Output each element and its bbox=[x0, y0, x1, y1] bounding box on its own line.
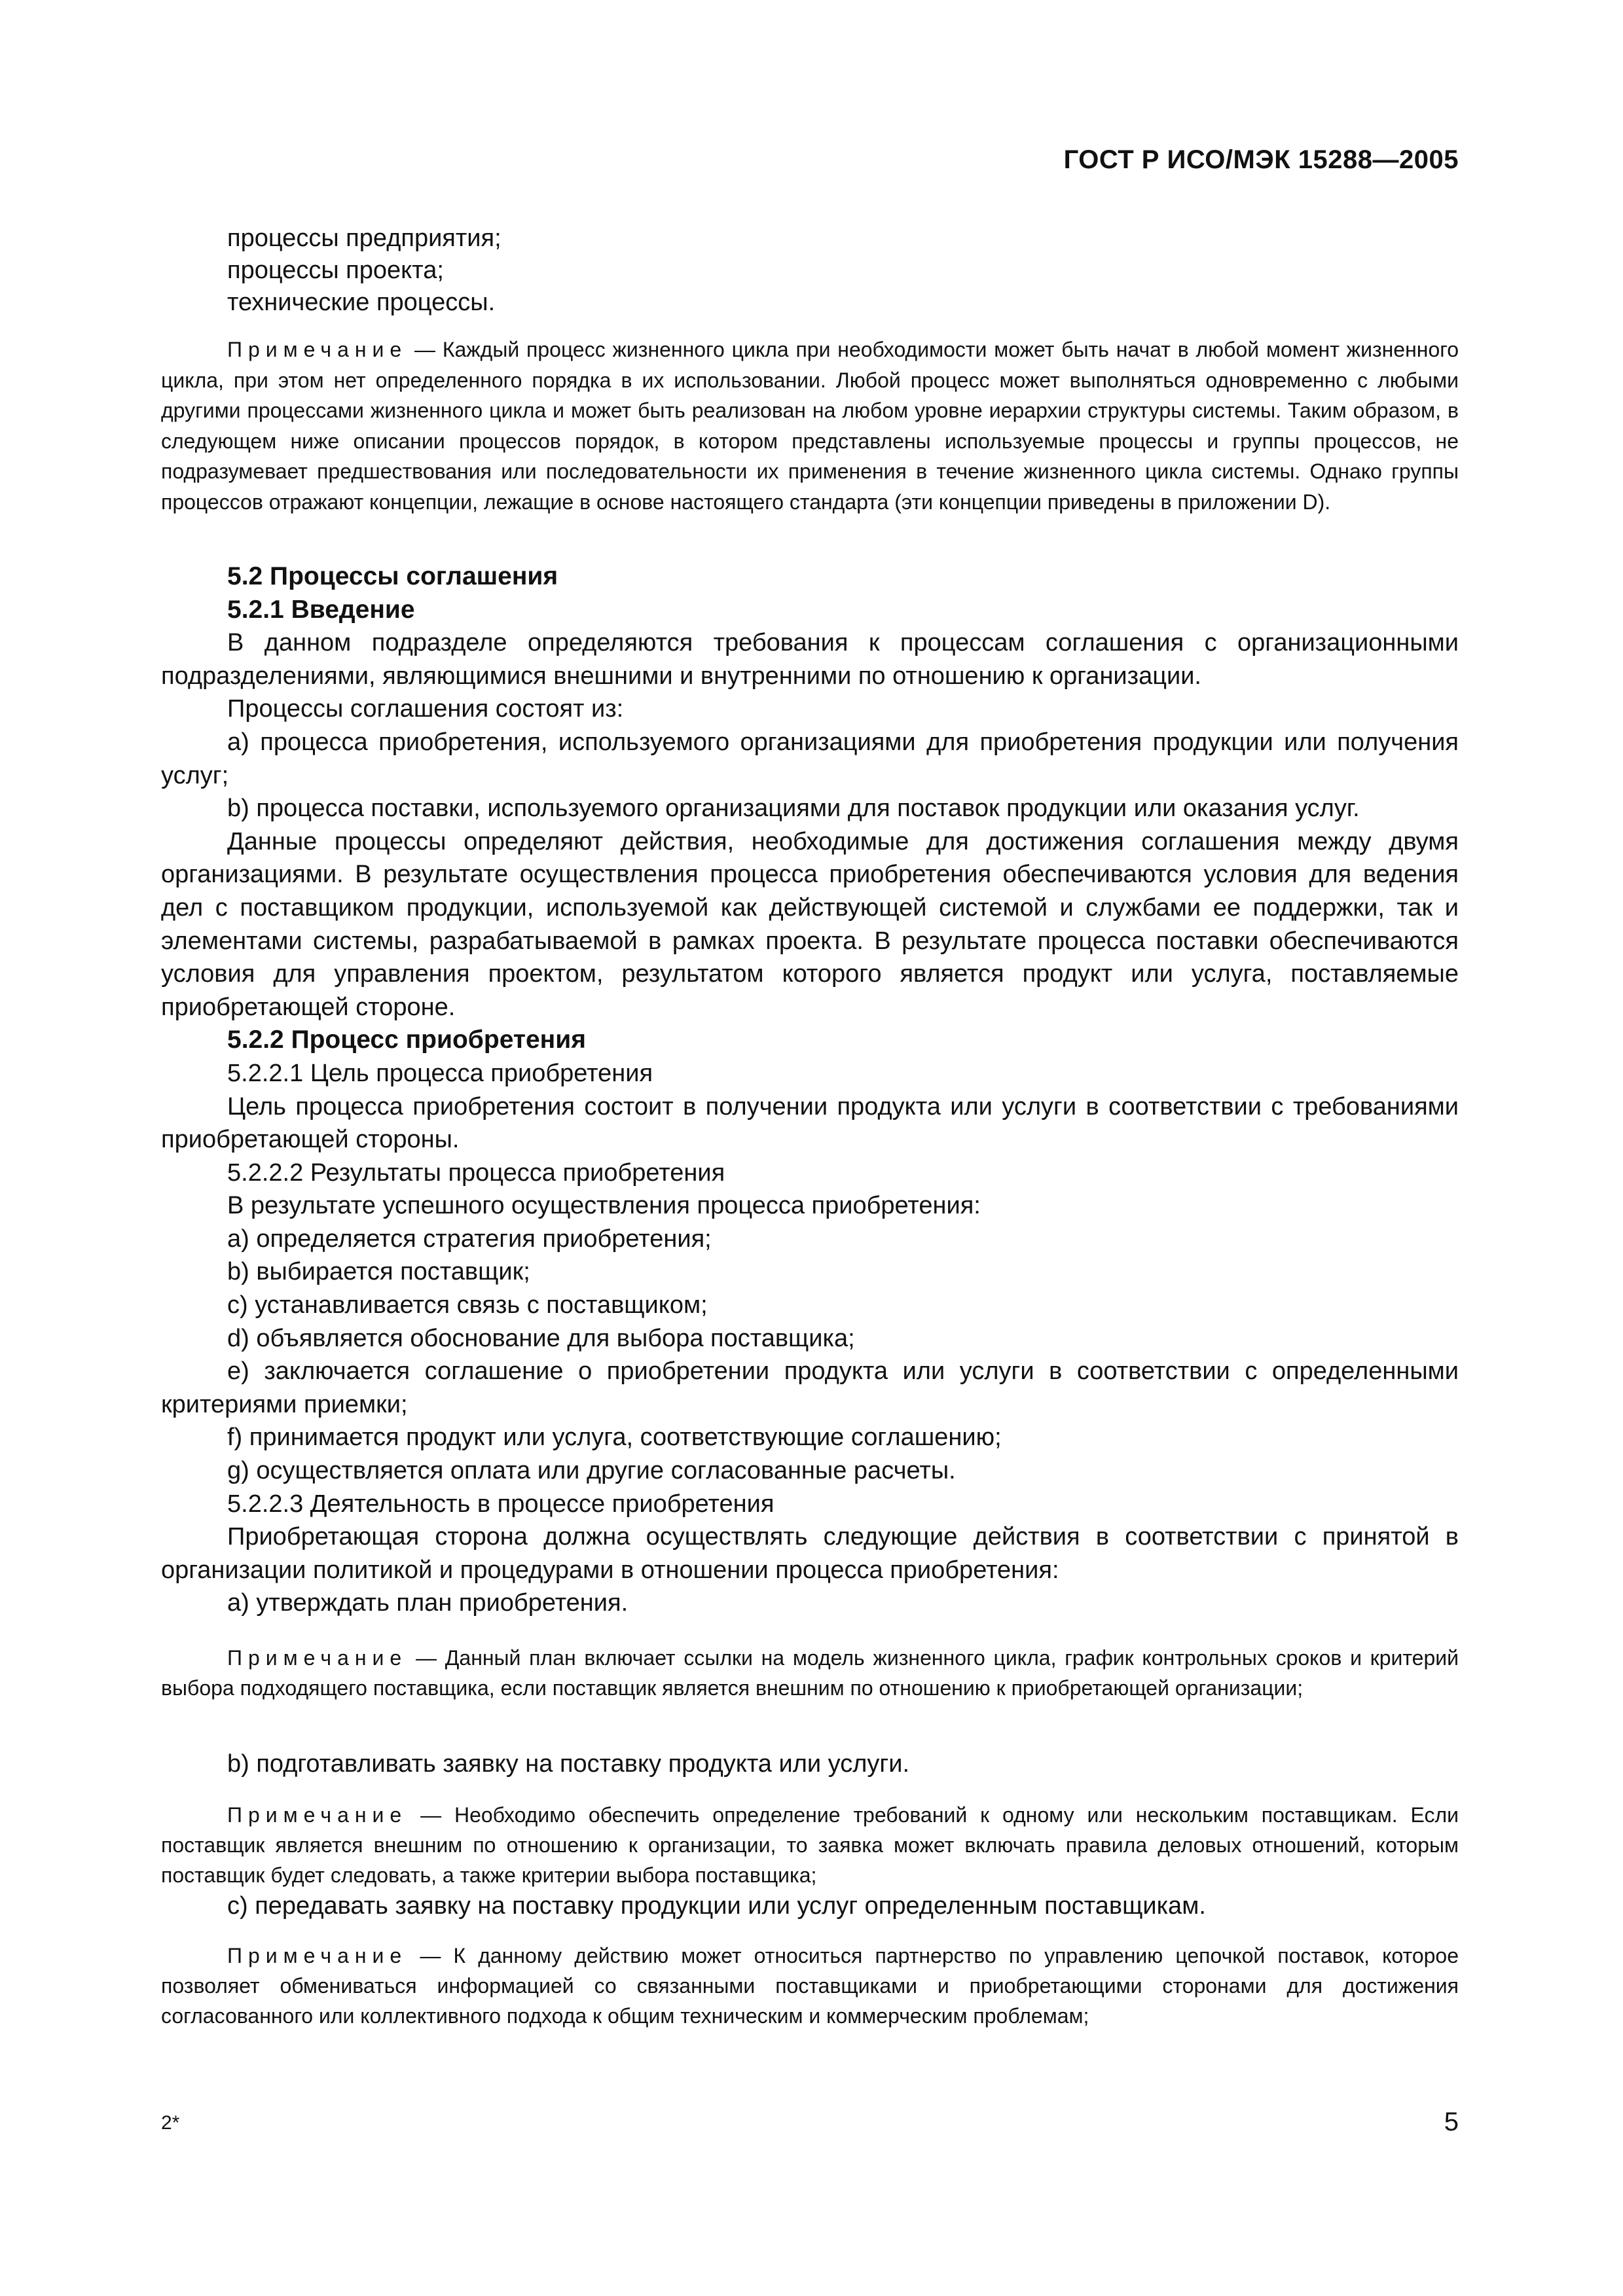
list-item: процессы предприятия; bbox=[227, 224, 501, 252]
paragraph: Цель процесса приобретения состоит в получении продукта или услуги в соответствии с требованиями приобретающей стороны. bbox=[161, 1092, 1459, 1154]
paragraph: Данные процессы определяют действия, необходимые для достижения соглашения между двумя организациями. В результате осуществления процесса приобретения обеспечиваются условия для ведения дел с поставщиком продукции, используемой как действующей системой и службами ее поддержки, так и элементами системы, разрабатываемой в рамках проекта. В результате процесса поставки обеспечиваются условия для управления проектом, результатом которого является продукт или услуга, поставляемые приобретающей стороне. bbox=[161, 827, 1459, 1021]
paragraph: В данном подразделе определяются требования к процессам соглашения с организационными подразделениями, являющимися внешними и внутренними по отношению к организации. bbox=[161, 629, 1459, 690]
subsection-heading: 5.2.2.3 Деятельность в процессе приобретения bbox=[227, 1490, 775, 1518]
activity-item bbox=[161, 1748, 1459, 1780]
list-item: f) принимается продукт или услуга, соответствующие соглашению; bbox=[227, 1424, 1002, 1452]
document-header: ГОСТ Р ИСО/МЭК 15288—2005 bbox=[1063, 145, 1459, 174]
list-item: b) подготавливать заявку на поставку продукта или услуги. bbox=[227, 1750, 910, 1778]
list-item: a) утверждать план приобретения. bbox=[227, 1589, 629, 1617]
note-block bbox=[161, 1800, 1459, 1890]
note-text: — Данный план включает ссылки на модель жизненного цикла, график контрольных сроков и критерий выбора подходящего поставщика, если поставщик является внешним по отношению к приобретающей организации; bbox=[161, 1646, 1459, 1700]
list-item: a) определяется стратегия приобретения; bbox=[227, 1225, 712, 1253]
subsection-heading: 5.2.2.2 Результаты процесса приобретения bbox=[227, 1158, 725, 1187]
note-label: Примечание bbox=[227, 1944, 408, 1967]
paragraph: a) процесса приобретения, используемого организациями для приобретения продукции или получения услуг; bbox=[161, 728, 1459, 789]
paragraph: Приобретающая сторона должна осуществлять следующие действия в соответствии с принятой в организации политикой и процедурами в отношении процесса приобретения: bbox=[161, 1523, 1459, 1584]
list-item: g) осуществляется оплата или другие согласованные расчеты. bbox=[227, 1457, 956, 1485]
note-text: — Необходимо обеспечить определение требований к одному или нескольким поставщикам. Если поставщик является внешним по отношению к организации, то заявка может включать правила деловых отношений, которым поставщик будет следовать, а также критерии выбора поставщика; bbox=[161, 1803, 1459, 1887]
activity-item bbox=[161, 1890, 1459, 1922]
paragraph: b) процесса поставки, используемого организациями для поставок продукции или оказания услуг. bbox=[227, 795, 1360, 823]
note-block bbox=[161, 1941, 1459, 2031]
paragraph: В результате успешного осуществления процесса приобретения: bbox=[227, 1192, 981, 1220]
section-heading: 5.2.2 Процесс приобретения bbox=[227, 1026, 586, 1054]
note-block bbox=[161, 1643, 1459, 1703]
note-text: — К данному действию может относиться партнерство по управлению цепочкой поставок, которое позволяет обмениваться информацией со связанными поставщиками и приобретающими сторонами для достижения согласованного или коллективного подхода к общим техническим и коммерческим проблемам; bbox=[161, 1944, 1459, 2028]
page-number: 5 bbox=[1444, 2108, 1459, 2136]
list-item: c) устанавливается связь с поставщиком; bbox=[227, 1291, 708, 1319]
note-label: Примечание bbox=[227, 1803, 408, 1827]
list-item: c) передавать заявку на поставку продукции или услуг определенным поставщикам. bbox=[227, 1892, 1206, 1920]
sheet-mark: 2* bbox=[161, 2112, 180, 2134]
paragraph: Процессы соглашения состоят из: bbox=[227, 695, 624, 723]
section-heading: 5.2 Процессы соглашения bbox=[227, 562, 558, 590]
list-item: процессы проекта; bbox=[227, 257, 444, 284]
list-item: b) выбирается поставщик; bbox=[227, 1258, 530, 1286]
note-label: Примечание bbox=[227, 1646, 408, 1670]
list-item: d) объявляется обоснование для выбора поставщика; bbox=[227, 1324, 855, 1352]
note-label: Примечание bbox=[227, 338, 408, 361]
intro-list bbox=[161, 223, 1459, 319]
subsection-heading: 5.2.2.1 Цель процесса приобретения bbox=[227, 1059, 653, 1087]
main-section bbox=[161, 560, 1459, 1620]
list-item: e) заключается соглашение о приобретении продукта или услуги в соответствии с определенными критериями приемки; bbox=[161, 1357, 1459, 1418]
note-text: — Каждый процесс жизненного цикла при необходимости может быть начат в любой момент жизненного цикла, при этом нет определенного порядка в их использовании. Любой процесс может выполняться одновременно с любыми другими процессами жизненного цикла и может быть реализован на любом уровне иерархии структуры системы. Таким образом, в следующем ниже описании процессов порядок, в котором представлены используемые процессы и группы процессов, не подразумевает предшествования или последовательности их применения в течение жизненного цикла системы. Однако группы процессов отражают концепции, лежащие в основе настоящего стандарта (эти концепции приведены в приложении D). bbox=[161, 338, 1459, 514]
section-heading: 5.2.1 Введение bbox=[227, 595, 415, 624]
note-block bbox=[161, 334, 1459, 517]
list-item: технические процессы. bbox=[227, 289, 496, 316]
